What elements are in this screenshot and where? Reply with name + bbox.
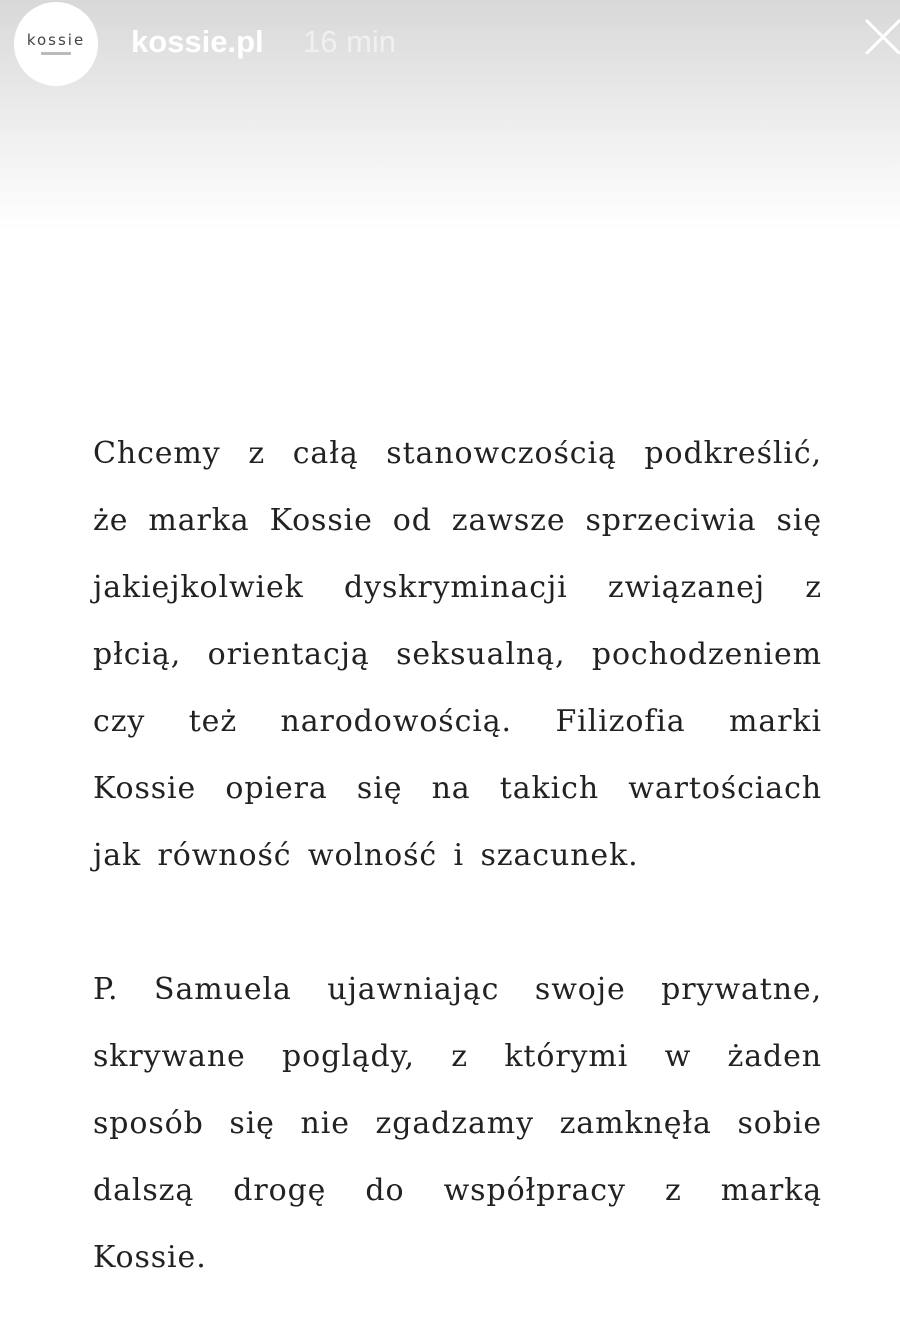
close-button[interactable] [860,14,900,54]
message-paragraph-2: P. Samuela ujawniając swoje prywatne, skrywane poglądy, z którymi w żaden sposób się nie zgadzamy zamknęła sobie dalszą drogę do współpracy z marką Kossie. [93,972,822,1275]
avatar-logo-underline [41,52,71,55]
message-paragraph-1: Chcemy z całą stanowczością podkreślić, że marka Kossie od zawsze sprzeciwia się jakiejkolwiek dyskryminacji związanej z płcią, orientacją seksualną, pochodzeniem czy też narodowością. Filizofia marki Kossie opiera się na takich wartościach jak równość wolność i szacunek. [93,436,822,873]
close-icon [860,14,900,54]
story-username[interactable]: kossie.pl [131,24,264,59]
avatar[interactable] [14,2,98,86]
story-timestamp: 16 min [303,24,397,59]
avatar-logo-text: kossie [26,31,86,49]
